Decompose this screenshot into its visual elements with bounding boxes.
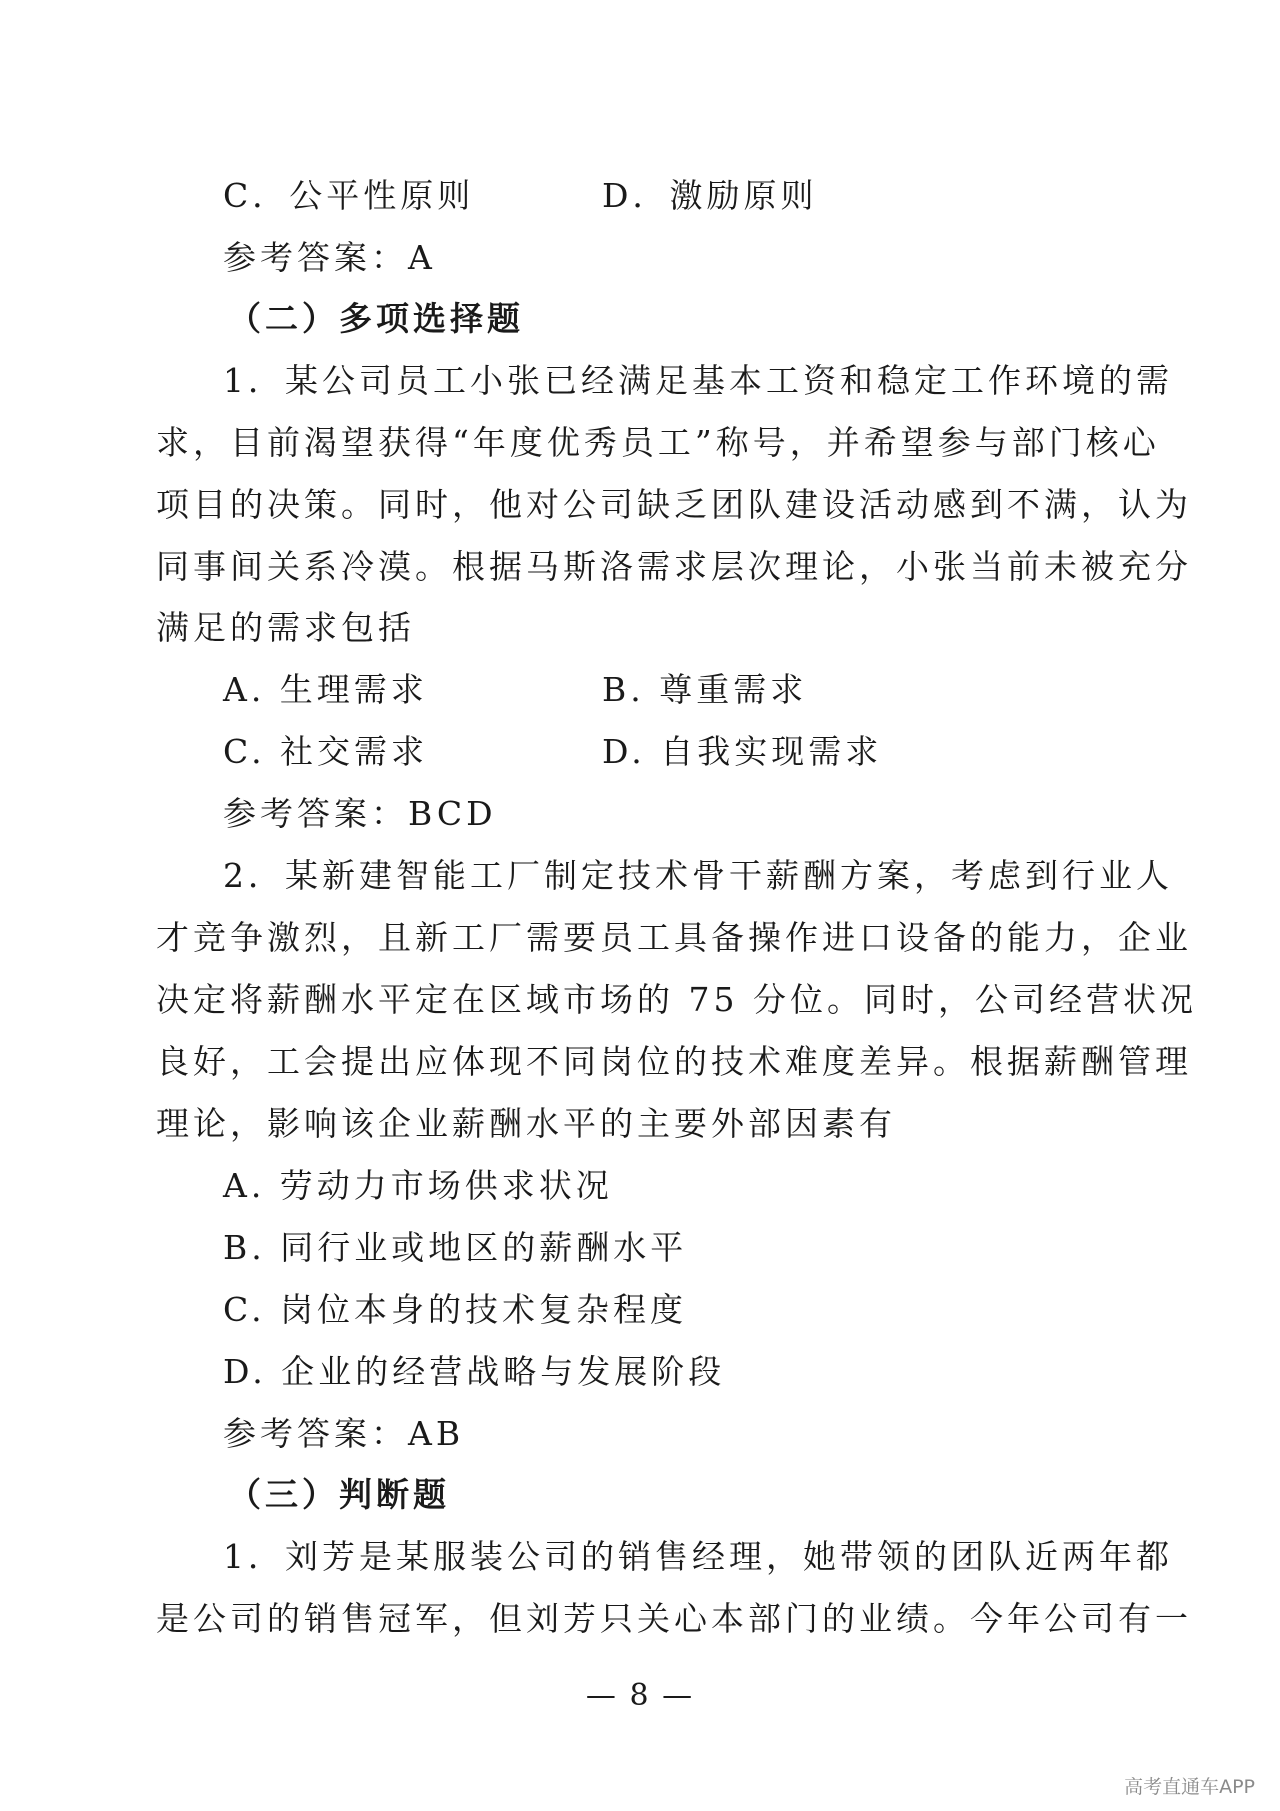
section-heading-judgment: （三）判断题 [228,1475,450,1514]
q2-option-c: C. 岗位本身的技术复杂程度 [223,1290,688,1329]
q1-line: 同事间关系冷漠。根据马斯洛需求层次理论，小张当前未被充分 [156,547,1192,586]
prev-option-c: C．公平性原则 [223,176,475,215]
q2-line: 理论，影响该企业薪酬水平的主要外部因素有 [156,1104,896,1143]
prev-answer: 参考答案：A [223,238,436,277]
q2-answer: 参考答案：AB [223,1414,465,1453]
q1-line: 1．某公司员工小张已经满足基本工资和稳定工作环境的需 [223,361,1173,400]
q2-option-d: D. 企业的经营战略与发展阶段 [223,1352,726,1391]
q1-option-a: A. 生理需求 [223,670,428,709]
q2-line: 良好，工会提出应体现不同岗位的技术难度差异。根据薪酬管理 [156,1042,1192,1081]
q2-line: 才竞争激烈，且新工厂需要员工具备操作进口设备的能力，企业 [156,918,1192,957]
page-number: — 8 — [585,1678,695,1713]
q1-line: 满足的需求包括 [156,608,415,647]
q2-line: 2．某新建智能工厂制定技术骨干薪酬方案，考虑到行业人 [223,856,1173,895]
app-watermark: 高考直通车APP [1124,1776,1255,1798]
q1-answer: 参考答案：BCD [223,794,497,833]
q2-option-b: B. 同行业或地区的薪酬水平 [223,1228,688,1267]
q1-option-d: D. 自我实现需求 [602,732,883,771]
q1-option-c: C. 社交需求 [223,732,429,771]
q2-option-a: A. 劳动力市场供求状况 [223,1166,613,1205]
q1-line: 项目的决策。同时，他对公司缺乏团队建设活动感到不满，认为 [156,485,1192,524]
section-heading-multiple-choice: （二）多项选择题 [228,299,524,338]
q1-line: 求，目前渴望获得“年度优秀员工”称号，并希望参与部门核心 [156,423,1160,462]
prev-option-d: D．激励原则 [602,176,818,215]
judgment-q1-line: 1．刘芳是某服装公司的销售经理，她带领的团队近两年都 [223,1537,1173,1576]
judgment-q1-line: 是公司的销售冠军，但刘芳只关心本部门的业绩。今年公司有一 [156,1599,1192,1638]
q2-line: 决定将薪酬水平定在区域市场的 75 分位。同时，公司经营状况 [156,980,1197,1019]
q1-option-b: B. 尊重需求 [602,670,808,709]
